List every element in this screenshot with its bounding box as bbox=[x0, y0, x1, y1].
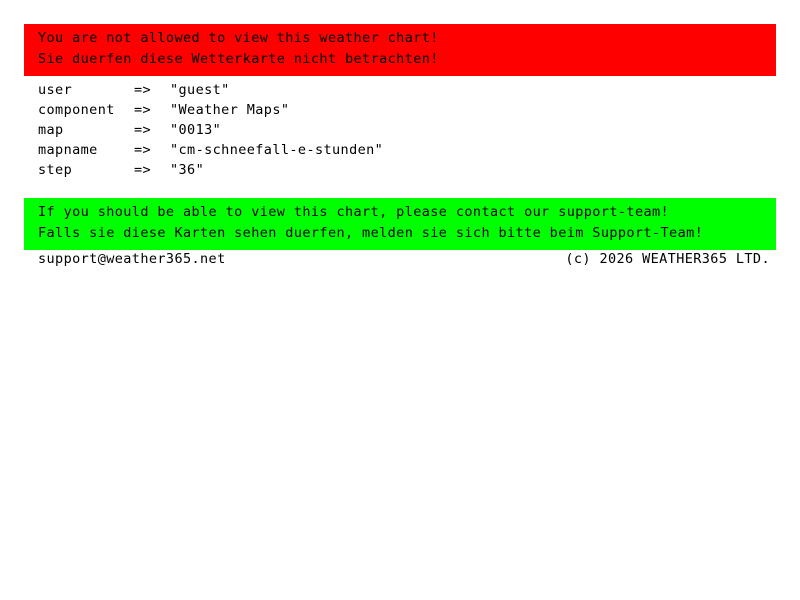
param-key-component: component bbox=[38, 102, 115, 118]
parameter-list bbox=[38, 80, 758, 180]
table-row bbox=[38, 120, 758, 140]
support-banner-line-en: If you should be able to view this chart, please contact our support-team! bbox=[38, 204, 670, 220]
error-banner bbox=[24, 24, 776, 76]
table-row bbox=[38, 160, 758, 180]
support-email-link[interactable]: support@weather365.net bbox=[38, 251, 226, 267]
param-arrow: => bbox=[134, 122, 152, 138]
error-banner-line-en: You are not allowed to view this weather chart! bbox=[38, 30, 439, 46]
param-value-mapname: "cm-schneefall-e-stunden" bbox=[170, 142, 384, 158]
param-arrow: => bbox=[134, 102, 152, 118]
table-row bbox=[38, 80, 758, 100]
param-arrow: => bbox=[134, 82, 152, 98]
error-banner-line-de: Sie duerfen diese Wetterkarte nicht betrachten! bbox=[38, 51, 439, 67]
param-arrow: => bbox=[134, 142, 152, 158]
support-banner-line-de: Falls sie diese Karten sehen duerfen, melden sie sich bitte beim Support-Team! bbox=[38, 225, 704, 241]
page-footer bbox=[38, 250, 770, 268]
param-key-mapname: mapname bbox=[38, 142, 98, 158]
param-arrow: => bbox=[134, 162, 152, 178]
param-key-step: step bbox=[38, 162, 73, 178]
param-value-step: "36" bbox=[170, 162, 205, 178]
table-row bbox=[38, 140, 758, 160]
param-value-component: "Weather Maps" bbox=[170, 102, 290, 118]
param-value-user: "guest" bbox=[170, 82, 230, 98]
support-banner bbox=[24, 198, 776, 250]
param-key-user: user bbox=[38, 82, 73, 98]
table-row bbox=[38, 100, 758, 120]
param-value-map: "0013" bbox=[170, 122, 222, 138]
copyright-text: (c) 2026 WEATHER365 LTD. bbox=[565, 251, 770, 267]
param-key-map: map bbox=[38, 122, 64, 138]
